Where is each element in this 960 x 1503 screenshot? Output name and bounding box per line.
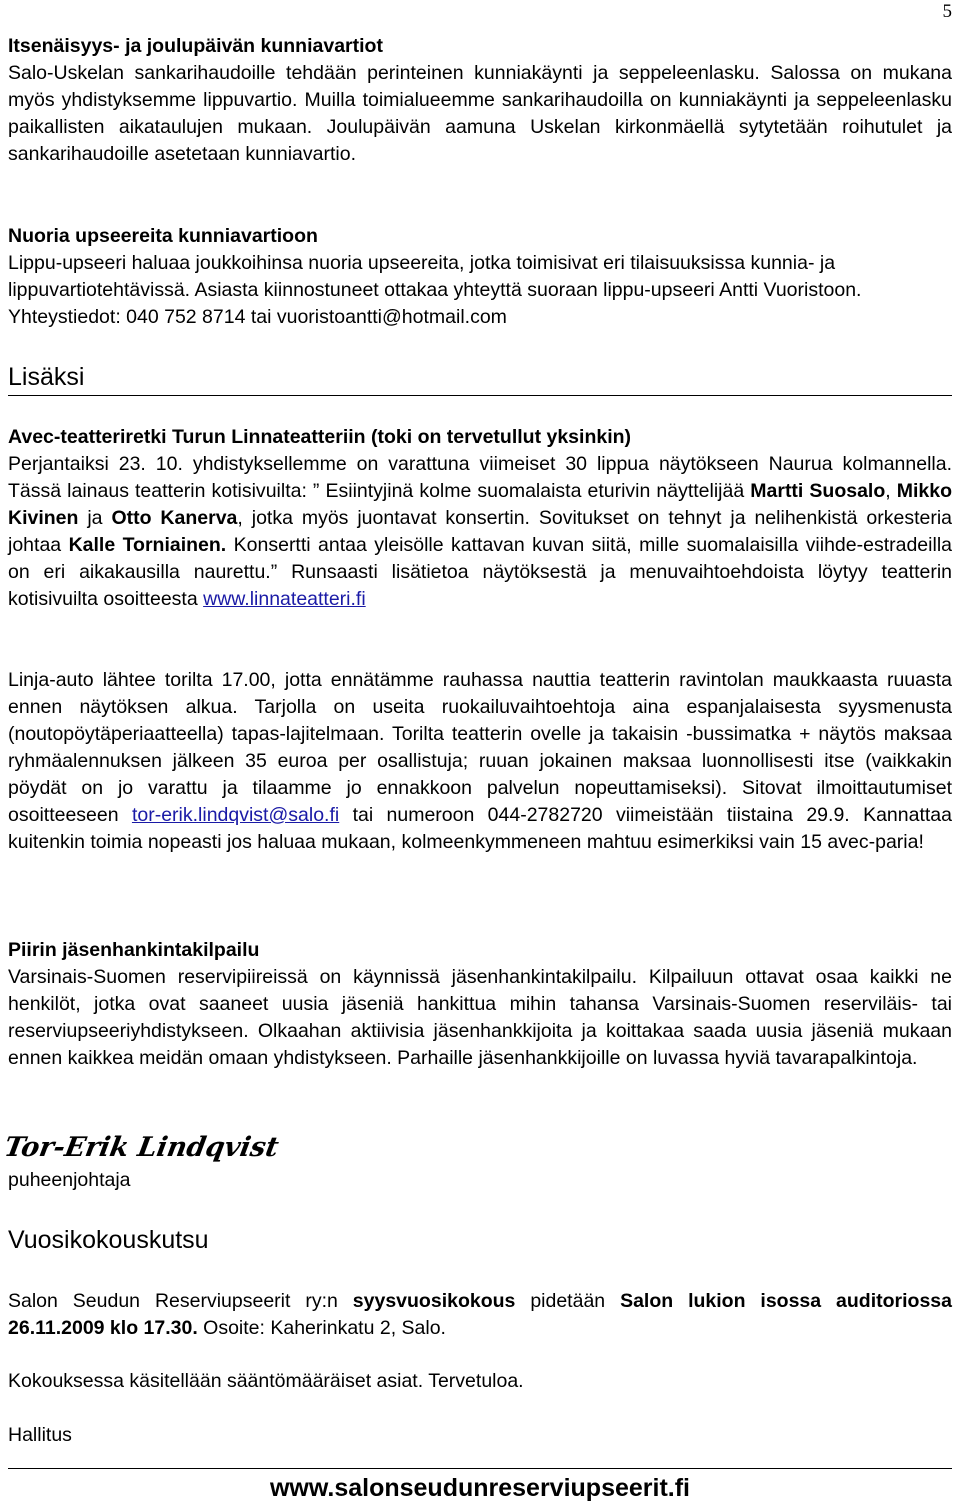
- text-segment: pidetään: [515, 1290, 621, 1312]
- theatre-link[interactable]: www.linnateatteri.fi: [203, 588, 366, 610]
- text-segment: Salon Seudun Reserviupseerit ry:n: [8, 1290, 353, 1312]
- section-body-kunniavartiot: Salo-Uskelan sankarihaudoille tehdään perinteinen kunniakäynti ja seppeleenlasku. Salossa on mukana myös yhdistyksemme lippuvartio. Muilla toimialueemme sankarihaudoilla on kunniakäynti ja seppeleenlasku paikallisten aikataulujen mukaan. Joulupäivän aamuna Uskelan kirkonmäellä sytytetään roihutulet ja sankarihaudoille asetetaan kunniavartio.: [8, 62, 952, 165]
- footer-url[interactable]: www.salonseudunreserviupseerit.fi: [269, 1474, 691, 1502]
- svg-text:Tor-Erik Lindqvist: Tor-Erik Lindqvist: [1, 1131, 282, 1163]
- handwritten-signature: [1, 1128, 282, 1168]
- meeting-place-time: Salon lukion isossa auditoriossa 26.11.2009 klo 17.30.: [8, 1290, 952, 1339]
- heading-divider: [8, 395, 952, 396]
- meeting-type: syysvuosikokous: [352, 1290, 516, 1312]
- page-number: 5: [942, 1, 952, 22]
- text-segment: Osoite: Kaherinkatu 2, Salo.: [197, 1317, 446, 1339]
- footer-divider: [8, 1468, 952, 1469]
- paragraph-meeting-invitation: [8, 1288, 952, 1342]
- section-subtitle-teatteriretki: Avec-teatteriretki Turun Linnateatteriin (toki on tervetullut yksinkin): [8, 426, 632, 448]
- signoff-board: Hallitus: [8, 1424, 72, 1446]
- conductor-name: Kalle Torniainen.: [68, 534, 227, 556]
- section-heading-lisaksi: Lisäksi: [8, 363, 85, 391]
- section-heading-vuosikokous: Vuosikokouskutsu: [8, 1226, 209, 1254]
- text-segment: Konsertti antaa yleisölle kattavan kuvan siitä, mille suomalaisilla viihde-estradeilla on eri aikakausilla naurettu.” Runsaasti lisätietoa näytöksestä ja menuvaihtoehdoista löytyy teatterin kotisivuilta osoitteesta: [8, 534, 952, 610]
- section-body-nuoria: Lippu-upseeri haluaa joukkoihinsa nuoria upseereita, jotka toimisivat eri tilaisuuksissa kunnia- ja lippuvartiotehtävissä. Asiasta kiinnostuneet ottakaa yhteyttä suoraan lippu-upseeri Antti Vuoristoon. Yhteystiedot: 040 752 8714 tai vuoristoantti@hotmail.com: [8, 252, 862, 328]
- text-segment: Linja-auto lähtee torilta 17.00, jotta ennätämme rauhassa nauttia teatterin ravintolan maukkaasta ruuasta ennen näytöksen alkua. Tarjolla on useita ruokailuvaihtoehtoja aina espanjalaisesta syysmenusta (noutopöytäperiaatteella) tapas-lajitelmaan. Torilta teatterin ovelle ja takaisin -bussimatka + näytös maksaa ryhmäalennuksen jälkeen 35 euroa per osallistuja; ruuan jokainen maksaa luonnollisesti itse (vaikkakin pöydät on jo varattu ja tilaamme jo ennakkoon palvelun nopeuttamiseksi). Sitovat ilmoittautumiset osoitteeseen: [8, 669, 952, 826]
- paragraph-meeting-agenda: Kokouksessa käsitellään sääntömääräiset asiat. Tervetuloa.: [8, 1370, 524, 1392]
- section-body-kilpailu: Varsinais-Suomen reservipiireissä on käynnissä jäsenhankintakilpailu. Kilpailuun ottavat osaa kaikki ne henkilöt, jotka ovat saaneet uusia jäseniä hankittua mihin tahansa Varsinais-Suomen reserviläis- tai reserviupseeriyhdistykseen. Olkaahan aktiivisia jäsenhankkijoita ja koittakaa saada uusia jäseniä mukaan ennen kaikkea meidän omaan yhdistykseen. Parhaille jäsenhankkijoille on luvassa hyviä tavarapalkintoja.: [8, 966, 952, 1069]
- text-segment: , jotka myös juontavat konsertin. Sovitukset on tehnyt ja nelihenkistä orkesteria johtaa: [8, 507, 952, 556]
- paragraph-teatteriretki: [8, 451, 952, 613]
- text-segment: ja: [78, 507, 112, 529]
- section-title-nuoria: Nuoria upseereita kunniavartioon: [8, 225, 318, 247]
- actor-name: Otto Kanerva: [111, 507, 238, 529]
- section-title-kunniavartiot: Itsenäisyys- ja joulupäivän kunniavartiot: [8, 35, 383, 57]
- signature-role: puheenjohtaja: [8, 1169, 131, 1191]
- section-title-kilpailu: Piirin jäsenhankintakilpailu: [8, 939, 260, 961]
- text-segment: ,: [885, 480, 897, 502]
- actor-name: Mikko Kivinen: [8, 480, 952, 529]
- actor-name: Martti Suosalo: [750, 480, 886, 502]
- email-link[interactable]: tor-erik.lindqvist@salo.fi: [131, 804, 340, 826]
- text-segment: tai numeroon 044-2782720 viimeistään tiistaina 29.9. Kannattaa kuitenkin toimia nopeasti jos haluaa mukaan, kolmeenkymmeneen mahtuu esimerkiksi vain 15 avec-paria!: [8, 804, 952, 853]
- text-segment: Perjantaiksi 23. 10. yhdistyksellemme on varattuna viimeiset 30 lippua näytökseen Naurua kolmannella. Tässä lainaus teatterin kotisivuilta: ” Esiintyjinä kolme suomalaista eturivin näyttelijää: [8, 453, 952, 502]
- signature-image: [1, 1128, 282, 1168]
- paragraph-bus-trip: [8, 667, 952, 856]
